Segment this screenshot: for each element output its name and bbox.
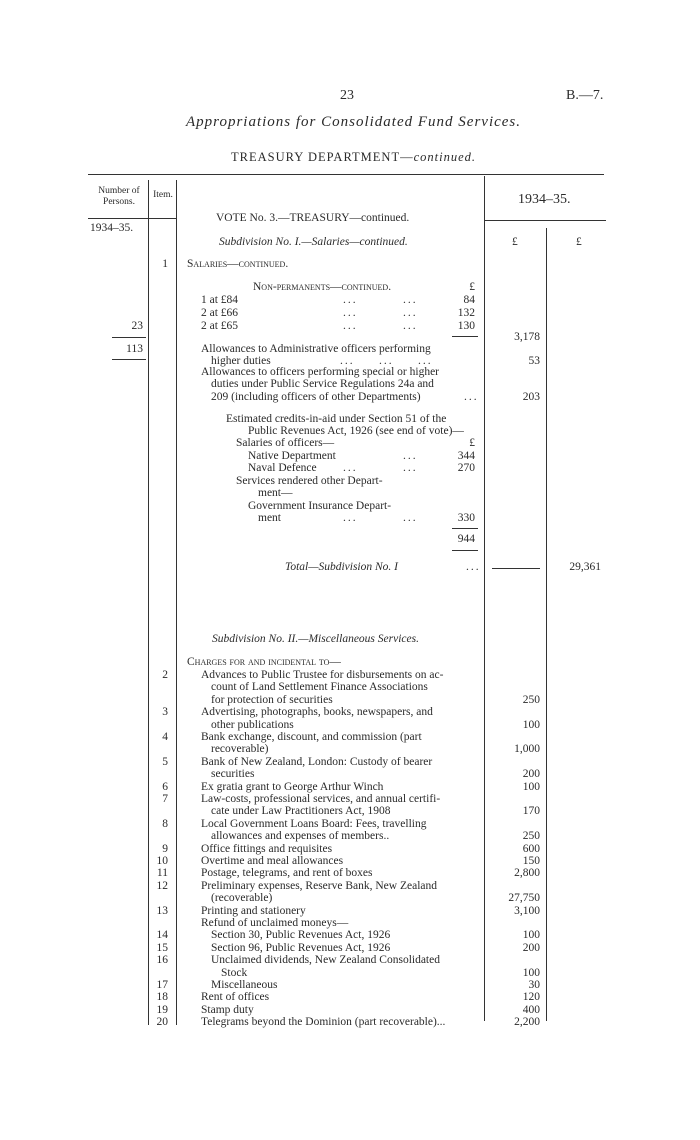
allowances-2-line-2: duties under Public Service Regulations 24a and [211, 378, 434, 390]
item-description-line: cate under Law Practitioners Act, 1908 [211, 805, 391, 818]
item-description-line: Ex gratia grant to George Arthur Winch [201, 780, 384, 793]
year-left: 1934–35. [90, 222, 134, 234]
item-number: 8 [162, 817, 168, 830]
item-description-line: Local Government Loans Board: Fees, travelling [201, 817, 427, 830]
allowances-2-line-1: Allowances to officers performing special or higher [201, 366, 440, 378]
leader-dots: ... [403, 294, 418, 306]
allowances-2-line-3: 209 (including officers of other Departments) [211, 391, 421, 403]
item-number: 17 [156, 979, 168, 991]
leader-dots: ... [403, 450, 418, 462]
item-amount: 100 [522, 929, 540, 942]
credits-line-3: Salaries of officers— [236, 437, 335, 449]
non-perm-label: 2 at £65 [201, 320, 239, 332]
persons-column-rule [148, 180, 149, 1025]
credits-pound: £ [469, 437, 475, 449]
non-perm-pound: £ [469, 281, 475, 293]
head-rule-right [484, 220, 606, 221]
item-description-line: Rent of offices [201, 991, 270, 1004]
vote-title: VOTE No. 3.—TREASURY—continued. [216, 212, 410, 224]
item-amount: 2,200 [514, 1016, 540, 1029]
services-line-1: Services rendered other Depart- [236, 475, 383, 487]
department-continued: continued. [413, 150, 477, 164]
item-number: 12 [156, 879, 168, 892]
leader-dots: ... [343, 307, 358, 319]
item-amount: 1,000 [514, 743, 540, 756]
salaries-heading: Salaries—continued. [187, 258, 289, 270]
item-amount: 27,750 [508, 892, 540, 905]
credits-line-1: Estimated credits-in-aid under Section 51 of the [226, 413, 447, 425]
item-amount: 200 [522, 768, 540, 781]
item-description-line: other publications [211, 718, 294, 731]
persons-subtotal-rule [112, 337, 146, 338]
item-amount: 250 [522, 693, 540, 706]
leader-dots: ... [403, 462, 418, 474]
item-1-number: 1 [162, 258, 168, 270]
item-description-line: Advertising, photographs, books, newspapers, and [201, 706, 433, 719]
item-amount: 2,800 [514, 867, 540, 880]
item-number: 6 [162, 780, 168, 793]
allowances-1-value: 53 [528, 355, 540, 367]
allowances-1-line-2: higher duties [211, 355, 271, 367]
leader-dots: ... ... ... [340, 355, 433, 367]
allowances-1-line-1: Allowances to Administrative officers performing [201, 343, 431, 355]
item-description-line: Overtime and meal allowances [201, 855, 344, 867]
item-amount: 120 [522, 991, 540, 1004]
native-value: 344 [457, 450, 475, 462]
non-perm-total: 3,178 [514, 331, 540, 343]
leader-dots: ... [464, 391, 479, 403]
item-description-line: Law-costs, professional services, and annual certifi- [201, 793, 441, 805]
non-perm-value: 132 [457, 307, 475, 319]
persons-total-rule [112, 359, 146, 360]
leader-dots: ... [343, 512, 358, 524]
item-description-line: Telegrams beyond the Dominion (part recoverable)... [201, 1016, 446, 1029]
leader-dots: ... [343, 320, 358, 332]
page-title: Appropriations for Consolidated Fund Services. [186, 114, 522, 130]
item-number: 2 [162, 669, 168, 681]
non-perm-label: 1 at £84 [201, 294, 239, 306]
item-amount: 100 [522, 780, 540, 793]
item-amount: 170 [522, 805, 540, 818]
item-description-line: Section 96, Public Revenues Act, 1926 [211, 941, 391, 954]
item-number: 11 [156, 867, 168, 880]
leader-dots: ... [343, 462, 358, 474]
item-amount: 30 [528, 979, 540, 991]
head-rule-left [88, 218, 176, 219]
pound-column-2: £ [576, 236, 582, 248]
leader-dots: ... [403, 320, 418, 332]
item-description-line: allowances and expenses of members.. [211, 830, 390, 843]
item-description-line: (recoverable) [211, 892, 273, 905]
top-rule [88, 174, 604, 175]
total-subdivision-1-value: 29,361 [569, 561, 601, 573]
credits-total: 944 [457, 533, 475, 545]
item-description-line: Unclaimed dividends, New Zealand Consolidated [211, 954, 440, 967]
item-amount: 250 [522, 830, 540, 843]
item-description-line: Bank of New Zealand, London: Custody of bearer [201, 755, 433, 768]
total-subdivision-1-label: Total—Subdivision No. I [285, 561, 398, 573]
item-description-line: Miscellaneous [211, 979, 278, 991]
item-description-line: Bank exchange, discount, and commission (part [201, 731, 422, 743]
leader-dots: ... [343, 294, 358, 306]
item-amount: 200 [522, 941, 540, 954]
item-description-line: Office fittings and requisites [201, 842, 333, 855]
naval-defence: Naval Defence [248, 462, 317, 474]
item-number: 14 [156, 929, 168, 942]
credits-rule-2 [452, 550, 478, 551]
item-number: 4 [162, 731, 168, 743]
non-permanents-heading: Non-permanents—continued. [253, 281, 392, 293]
item-column-rule [176, 180, 177, 1025]
item-number: 13 [156, 904, 168, 917]
leader-dots: ... [466, 561, 481, 573]
item-number: 3 [162, 706, 168, 719]
item-heading: Item. [153, 190, 173, 200]
item-amount: 100 [522, 718, 540, 731]
item-description-line: Printing and stationery [201, 904, 306, 917]
item-number: 5 [162, 755, 168, 768]
item-number: 15 [156, 941, 168, 954]
document-ref: B.—7. [566, 88, 604, 103]
native-department: Native Department [248, 450, 336, 462]
amount-column-rule [484, 176, 485, 1021]
non-perm-value: 84 [463, 294, 475, 306]
item-description-line: count of Land Settlement Finance Associations [211, 681, 428, 694]
item-description-line: for protection of securities [211, 693, 333, 706]
item-number: 16 [156, 954, 168, 967]
item-description-line: Refund of unclaimed moneys— [201, 917, 349, 929]
item-description-line: securities [211, 768, 255, 781]
persons-count-113: 113 [126, 343, 143, 355]
non-perm-value: 130 [457, 320, 475, 332]
allowances-2-value: 203 [522, 391, 540, 403]
item-description-line: Advances to Public Trustee for disbursements on ac- [201, 669, 444, 681]
leader-dots: ... [403, 307, 418, 319]
department-heading [231, 150, 476, 165]
persons-count-23: 23 [131, 320, 143, 332]
item-number: 9 [162, 842, 168, 855]
item-amount: 150 [522, 855, 540, 867]
item-number: 20 [156, 1016, 168, 1029]
subdivision-2-title: Subdivision No. II.—Miscellaneous Services. [212, 633, 419, 645]
item-description-line: Stamp duty [201, 1003, 254, 1016]
subdivision-1-title: Subdivision No. I.—Salaries—continued. [219, 236, 408, 248]
page-number: 23 [340, 88, 354, 103]
non-perm-label: 2 at £66 [201, 307, 239, 319]
item-description-line: Preliminary expenses, Reserve Bank, New Zealand [201, 879, 437, 892]
gov-insurance-line-2: ment [258, 512, 281, 524]
credits-rule-1 [452, 528, 478, 529]
item-number: 10 [156, 855, 168, 867]
item-description-line: Postage, telegrams, and rent of boxes [201, 867, 373, 880]
pound-column-1: £ [512, 236, 518, 248]
persons-heading: Number of Persons. [98, 186, 140, 207]
credits-line-2: Public Revenues Act, 1926 (see end of vote)— [248, 425, 464, 437]
item-number: 7 [162, 793, 168, 805]
charges-heading: Charges for and incidental to— [187, 656, 341, 668]
non-perm-total-rule [452, 336, 478, 337]
item-amount: 3,100 [514, 904, 540, 917]
item-amount: 600 [522, 842, 540, 855]
services-line-2: ment— [258, 487, 293, 499]
item-description-line: recoverable) [211, 743, 269, 756]
gov-insurance-value: 330 [457, 512, 475, 524]
gov-insurance-line-1: Government Insurance Depart- [248, 500, 392, 512]
item-number: 19 [156, 1003, 168, 1016]
item-number: 18 [156, 991, 168, 1004]
year-heading: 1934–35. [518, 192, 571, 207]
item-description-line: Stock [221, 966, 248, 979]
item-amount: 100 [522, 966, 540, 979]
item-amount: 400 [522, 1003, 540, 1016]
amount-inner-rule [546, 228, 547, 1021]
leader-dots: ... [403, 512, 418, 524]
department-name: TREASURY DEPARTMENT— [231, 150, 414, 164]
naval-value: 270 [457, 462, 475, 474]
item-description-line: Section 30, Public Revenues Act, 1926 [211, 929, 391, 942]
total-dash-rule [492, 568, 540, 569]
